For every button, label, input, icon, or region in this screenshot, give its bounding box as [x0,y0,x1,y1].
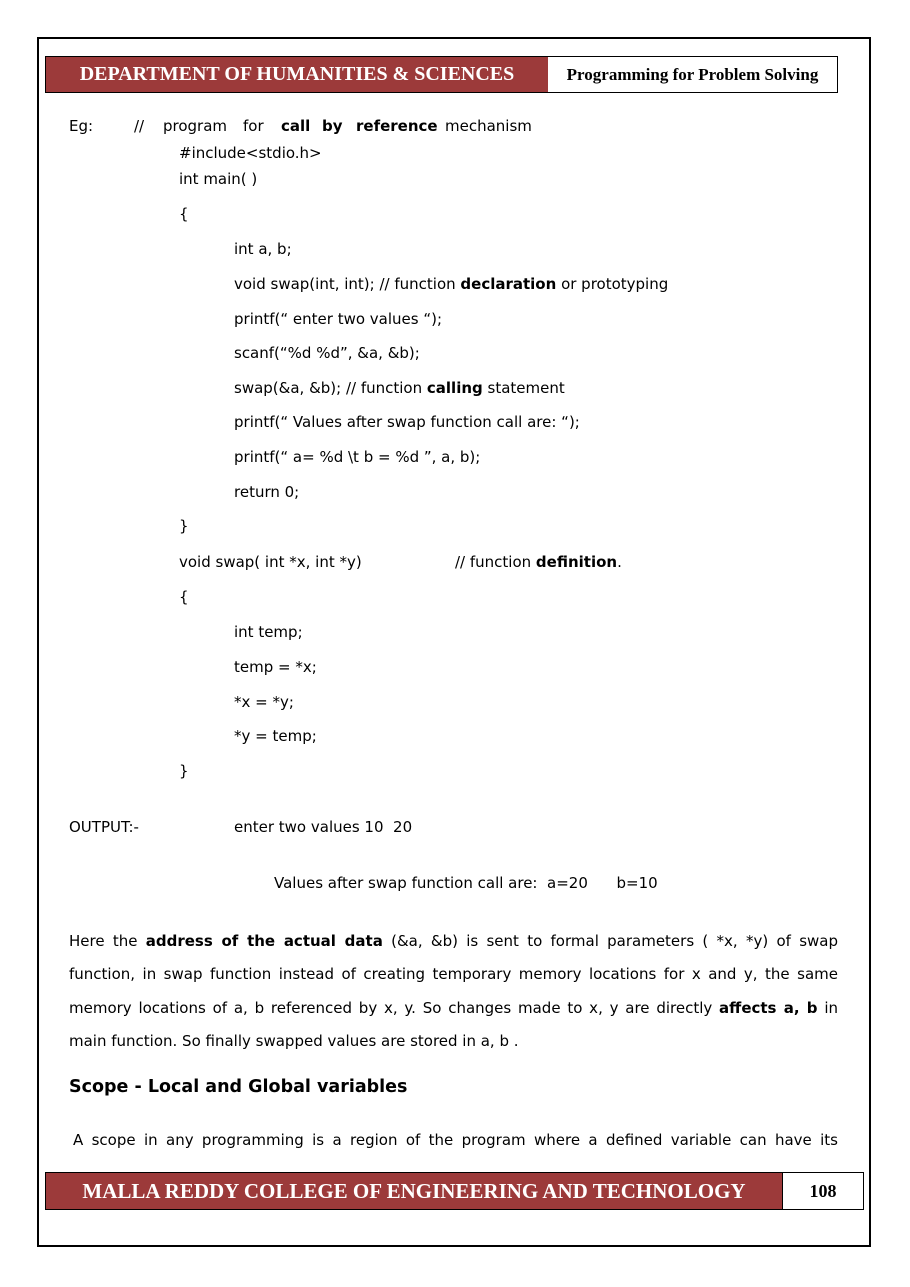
code-line: #include<stdio.h> [179,144,322,162]
explanation-paragraph: Here the address of the actual data (&a, &b) is sent to formal parameters ( *x, *y) of swap function, in swap function instead of creating temporary memory locations for x and y, the same memory locations of a, b referenced by x, y. So changes made to x, y are directly affects a, b in main function. So finally swapped values are stored in a, b . [69,932,838,1050]
code-line: int a, b; [234,240,292,258]
page-header [45,56,838,93]
code-line: *y = temp; [234,727,317,745]
word-by: by [322,117,343,135]
code-line: printf(“ a= %d \t b = %d ”, a, b); [234,448,481,466]
comment-slashes: // [134,117,145,135]
word-program: program [163,117,228,135]
definition-comment: // function definition. [455,553,622,571]
code-line: int main( ) [179,170,258,188]
code-line: int temp; [234,623,303,641]
eg-label: Eg: [69,117,94,135]
page-footer [45,1172,864,1210]
department-banner: DEPARTMENT OF HUMANITIES & SCIENCES [46,57,548,92]
page-number: 108 [782,1173,863,1209]
code-line: printf(“ Values after swap function call are: “); [234,413,580,431]
college-banner: MALLA REDDY COLLEGE OF ENGINEERING AND TECHNOLOGY [46,1173,782,1209]
code-line: return 0; [234,483,300,501]
subject-title: Programming for Problem Solving [566,64,819,84]
code-line: *x = *y; [234,693,294,711]
word-reference: reference [356,117,438,135]
code-line: swap(&a, &b); // function calling statement [234,379,565,397]
code-line: { [179,588,189,606]
code-line: temp = *x; [234,658,317,676]
word-mechanism: mechanism [445,117,532,135]
code-line: { [179,205,189,223]
code-line: void swap(int, int); // function declaration or prototyping [234,275,669,293]
code-line: } [179,762,189,780]
word-call: call [281,117,311,135]
section-text: A scope in any programming is a region of the program where a defined variable can have its [73,1131,838,1149]
code-line: scanf(“%d %d”, &a, &b); [234,344,420,362]
section-heading: Scope - Local and Global variables [69,1077,408,1097]
output-label: OUTPUT:- [69,818,139,836]
code-line: void swap( int *x, int *y) [179,553,362,571]
output-line-1: enter two values 10 20 [234,818,413,836]
code-line: } [179,517,189,535]
word-for: for [243,117,264,135]
code-line: printf(“ enter two values “); [234,310,443,328]
output-line-2: Values after swap function call are: a=20 b=10 [274,874,658,892]
page-border [37,37,871,1247]
